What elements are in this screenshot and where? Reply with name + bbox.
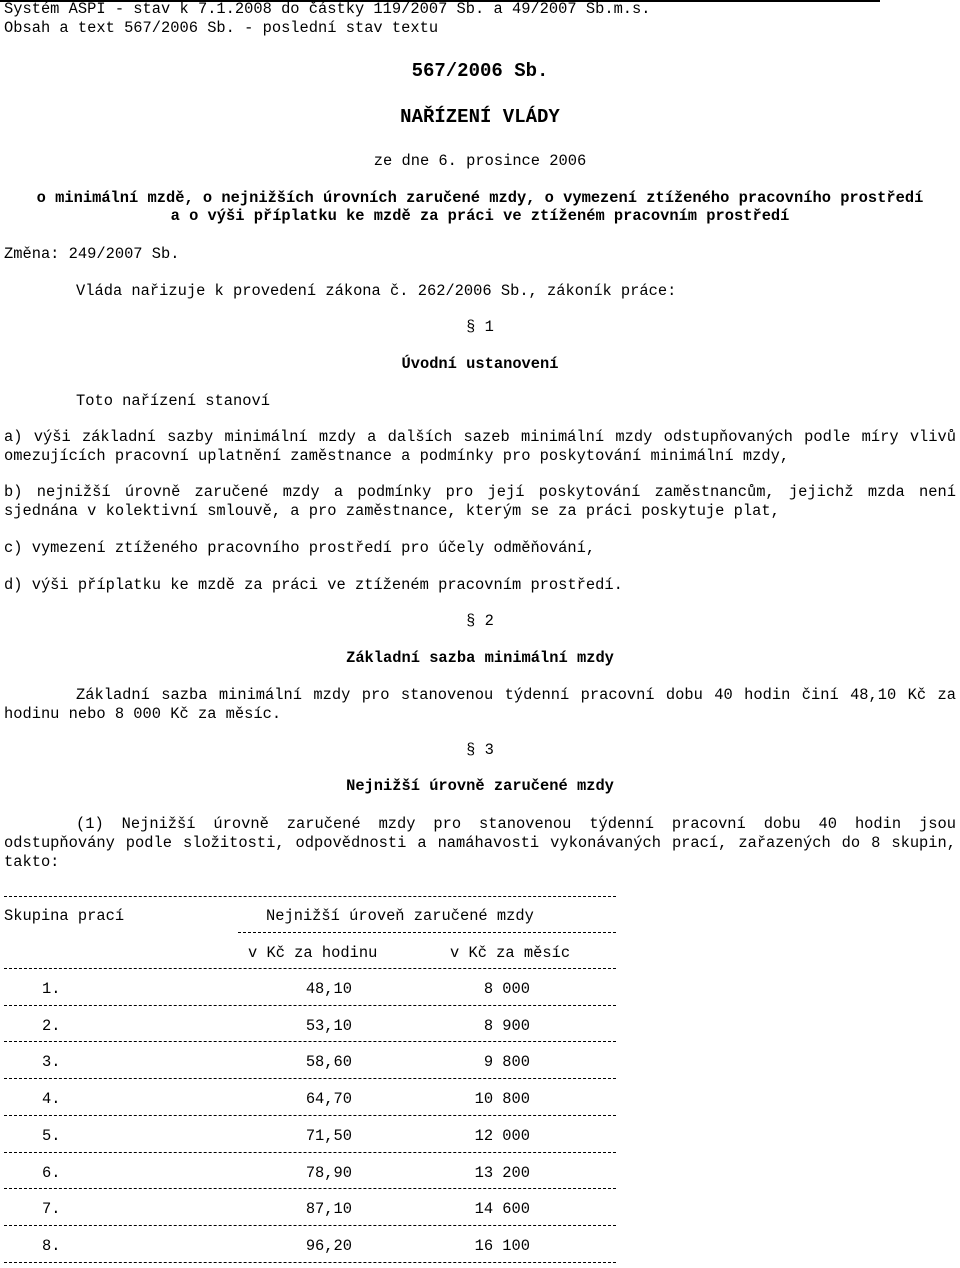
table-cell-hour: 53,10: [305, 1017, 352, 1035]
section-3-text: (1) Nejnižší úrovně zaručené mzdy pro stanovenou týdenní pracovní dobu 40 hodin jsou odstupňovány podle složitosti, odpovědnosti a namáhavosti vykonávaných prací, zařazených do 8 skupin, takto:: [4, 815, 956, 871]
table-cell-group: 3.: [42, 1053, 61, 1071]
table-cell-month: 10 800: [474, 1090, 530, 1108]
table-cell-month: 8 000: [483, 980, 530, 998]
table-rule-sub: [238, 932, 616, 933]
section-2-text: Základní sazba minimální mzdy pro stanovenou týdenní pracovní dobu 40 hodin činí 48,10 Kč za hodinu nebo 8 000 Kč za měsíc.: [4, 686, 956, 723]
table-cell-month: 13 200: [474, 1164, 530, 1182]
section-1-item-a: a) výši základní sazby minimální mzdy a dalších sazeb minimální mzdy odstupňovaných podle míry vlivů omezujících pracovní uplatnění zaměstnance a podmínky pro poskytování minimální mzdy,: [4, 428, 956, 465]
section-2-heading: Základní sazba minimální mzdy: [346, 649, 614, 667]
table-header-hour: v Kč za hodinu: [248, 944, 378, 962]
section-3-mark: § 3: [466, 741, 494, 759]
table-cell-month: 9 800: [483, 1053, 530, 1071]
table-header-group: Skupina prací: [4, 907, 125, 925]
table-cell-group: 7.: [42, 1200, 61, 1218]
section-1-item-c: c) vymezení ztíženého pracovního prostředí pro účely odměňování,: [4, 539, 596, 557]
table-header-main: Nejnižší úroveň zaručené mzdy: [266, 907, 534, 925]
change-note: Změna: 249/2007 Sb.: [4, 245, 180, 263]
table-cell-month: 16 100: [474, 1237, 530, 1255]
table-cell-group: 5.: [42, 1127, 61, 1145]
section-1-item-d: d) výši příplatku ke mzdě za práci ve ztíženém pracovním prostředí.: [4, 576, 623, 594]
table-rule: [4, 1225, 616, 1226]
table-rule-top: [4, 896, 616, 897]
header-line-1: Systém ASPI - stav k 7.1.2008 do částky 119/2007 Sb. a 49/2007 Sb.m.s.: [4, 0, 651, 18]
section-1-mark: § 1: [466, 318, 494, 336]
regulation-subject-1: o minimální mzdě, o nejnižších úrovních zaručené mzdy, o vymezení ztíženého pracovního prostředí: [36, 189, 924, 207]
table-rule: [4, 1005, 616, 1006]
regulation-number: 567/2006 Sb.: [411, 60, 549, 82]
section-1-intro: Toto nařízení stanoví: [76, 392, 270, 410]
table-cell-group: 1.: [42, 980, 61, 998]
table-rule-bottom: [4, 1262, 616, 1263]
table-cell-hour: 64,70: [305, 1090, 352, 1108]
table-cell-hour: 58,60: [305, 1053, 352, 1071]
table-cell-month: 8 900: [483, 1017, 530, 1035]
table-rule: [4, 1078, 616, 1079]
section-1-heading: Úvodní ustanovení: [401, 355, 559, 373]
section-3-heading: Nejnižší úrovně zaručené mzdy: [346, 777, 614, 795]
table-cell-group: 2.: [42, 1017, 61, 1035]
section-1-item-b: b) nejnižší úrovně zaručené mzdy a podmínky pro její poskytování zaměstnancům, jejichž mzda není sjednána v kolektivní smlouvě, a pro zaměstnance, kterým se za práci poskytuje plat,: [4, 483, 956, 520]
section-2-mark: § 2: [466, 612, 494, 630]
table-cell-month: 12 000: [474, 1127, 530, 1145]
table-cell-group: 4.: [42, 1090, 61, 1108]
table-header-month: v Kč za měsíc: [450, 944, 571, 962]
regulation-kind: NAŘÍZENÍ VLÁDY: [400, 106, 560, 128]
table-rule: [4, 968, 616, 969]
regulation-date: ze dne 6. prosince 2006: [373, 152, 587, 170]
preamble: Vláda nařizuje k provedení zákona č. 262/2006 Sb., zákoník práce:: [76, 282, 677, 300]
table-cell-group: 6.: [42, 1164, 61, 1182]
table-cell-hour: 71,50: [305, 1127, 352, 1145]
header-line-2: Obsah a text 567/2006 Sb. - poslední stav textu: [4, 19, 439, 37]
table-cell-hour: 78,90: [305, 1164, 352, 1182]
table-rule: [4, 1152, 616, 1153]
table-cell-hour: 87,10: [305, 1200, 352, 1218]
table-rule: [4, 1115, 616, 1116]
table-cell-month: 14 600: [474, 1200, 530, 1218]
table-rule: [4, 1041, 616, 1042]
table-cell-hour: 48,10: [305, 980, 352, 998]
table-rule: [4, 1188, 616, 1189]
regulation-subject-2: a o výši příplatku ke mzdě za práci ve ztíženém pracovním prostředí: [170, 207, 790, 225]
table-cell-group: 8.: [42, 1237, 61, 1255]
table-cell-hour: 96,20: [305, 1237, 352, 1255]
